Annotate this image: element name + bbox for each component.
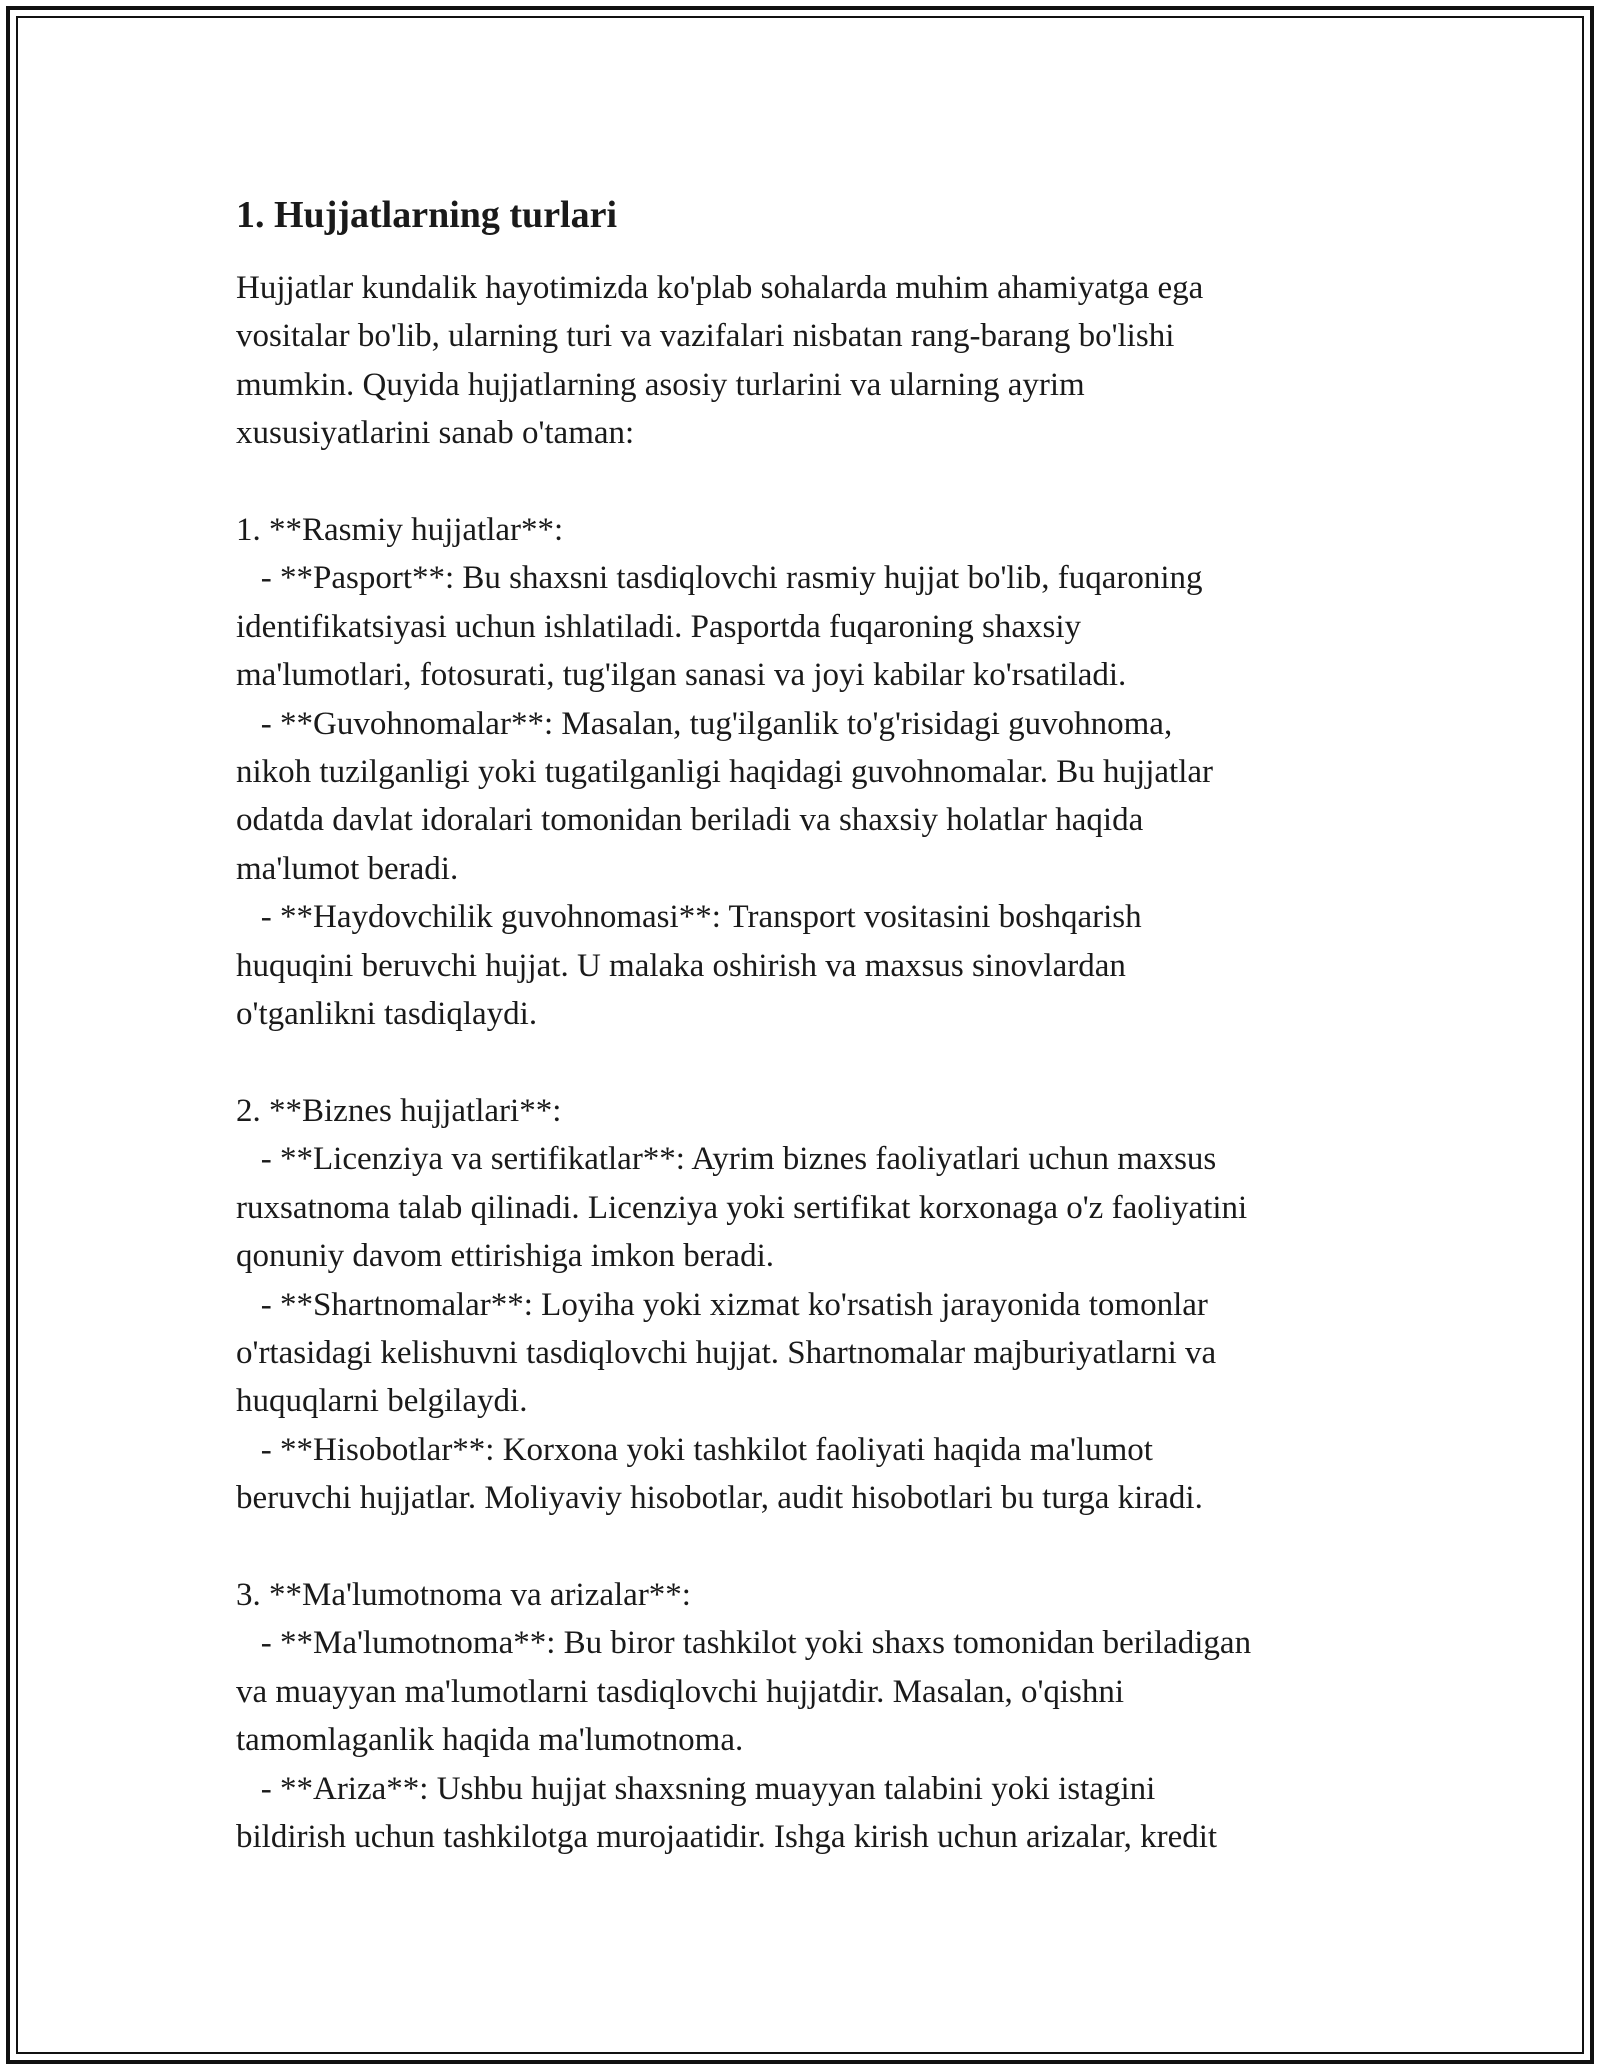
document-body: Hujjatlar kundalik hayotimizda ko'plab sohalarda muhim ahamiyatga ega vositalar bo'lib, ularning turi va vazifalari nisbatan rang-barang bo'lishi mumkin. Quyida hujjatlarning asosiy turlarini va ularning ayrim xususiyatlarini sanab o'taman: 1. **Rasmiy hujjatlar**: - **Pasport**: Bu shaxsni tasdiqlovchi rasmiy hujjat bo'lib, fuqaroning identifikatsiyasi uchun ishlatiladi. Pasportda fuqaroning shaxsiy ma'lumotlari, fotosurati, tug'ilgan sanasi va joyi kabilar ko'rsatiladi. - **Guvohnomalar**: Masalan, tug'ilganlik to'g'risidagi guvohnoma, nikoh tuzilganligi yoki tugatilganligi haqidagi guvohnomalar. Bu hujjatlar odatda davlat idoralari tomonidan beriladi va shaxsiy holatlar haqida ma'lumot beradi. - **Haydovchilik guvohnomasi**: Transport vositasini boshqarish huquqini beruvchi hujjat. U malaka oshirish va maxsus sinovlardan o'tganlikni tasdiqlaydi. 2. **Biznes hujjatlari**: - **Licenziya va sertifikatlar**: Ayrim biznes faoliyatlari uchun maxsus ruxsatnoma talab qilinadi. Licenziya yoki sertifikat korxonaga o'z faoliyatini qonuniy davom ettirishiga imkon beradi. - **Shartnomalar**: Loyiha yoki xizmat ko'rsatish jarayonida tomonlar o'rtasidagi kelishuvni tasdiqlovchi hujjat. Shartnomalar majburiyatlarni va huquqlarni belgilaydi. - **Hisobotlar**: Korxona yoki tashkilot faoliyati haqida ma'lumot beruvchi hujjatlar. Moliyaviy hisobotlar, audit hisobotlari bu turga kiradi. 3. **Ma'lumotnoma va arizalar**: - **Ma'lumotnoma**: Bu biror tashkilot yoki shaxs tomonidan beriladigan va muayyan ma'lumotlarni tasdiqlovchi hujjatdir. Masalan, o'qishni tamomlaganlik haqida ma'lumotnoma. - **Ariza**: Ushbu hujjat shaxsning muayyan talabini yoki istagini bildirish uchun tashkilotga murojaatidir. Ishga kirish uchun arizalar, kredit: [236, 270, 1252, 1855]
document-title: 1. Hujjatlarning turlari: [236, 194, 618, 236]
document-content: [236, 186, 1386, 1861]
